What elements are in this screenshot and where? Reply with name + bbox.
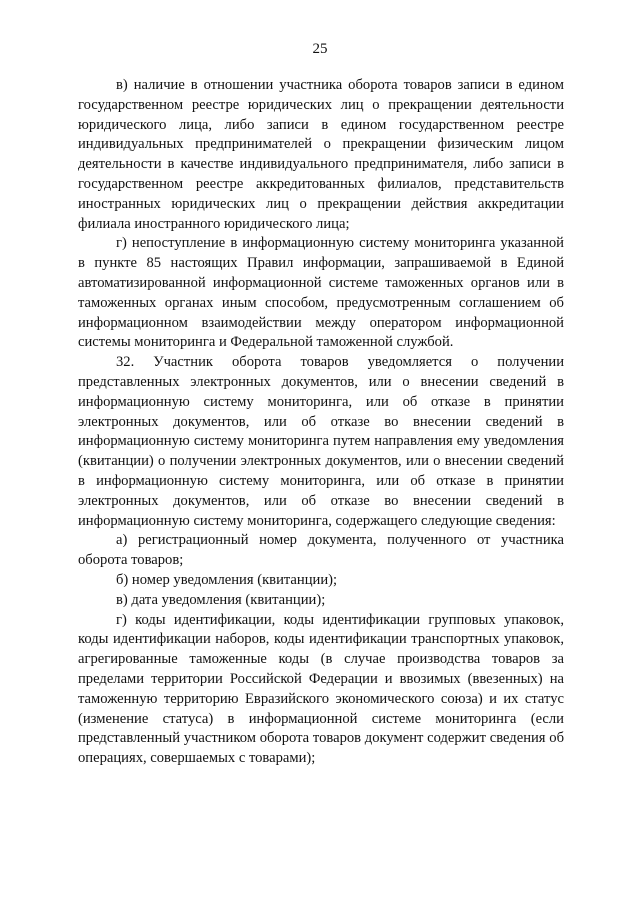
paragraph-32-notification: 32. Участник оборота товаров уведомляется о получении представленных электронных документов, или о внесении сведений в информационную систему мониторинга, или об отказе в принятии электронных документов, или об отказе во внесении сведений в информационную систему мониторинга путем направления ему уведомления (квитанции) о получении электронных документов, или о внесении сведений в информационную систему мониторинга, или об отказе в принятии электронных документов, или об отказе во внесении сведений в информационную систему мониторинга, содержащего следующие сведения: bbox=[78, 354, 564, 529]
paragraph-v-liquidation: в) наличие в отношении участника оборота товаров записи в едином государственном реестре юридических лиц о прекращении деятельности юридического лица, либо записи в едином государственном реестре индивидуальных предпринимателей о прекращении физическим лицом деятельности в качестве индивидуального предпринимателя, либо записи в государственном реестре аккредитованных филиалов, представительств иностранных юридических лиц о прекращении действия аккредитации филиала иностранного юридического лица; bbox=[78, 77, 564, 232]
document-body bbox=[78, 76, 564, 769]
page-number: 25 bbox=[312, 41, 328, 57]
paragraph-v-notification-date: в) дата уведомления (квитанции); bbox=[116, 591, 326, 608]
paragraph-g-customs-info: г) непоступление в информационную систему мониторинга указанной в пункте 85 настоящих Правил информации, запрашиваемой в Единой автоматизированной информационной системе таможенных органов или в таможенных органах иным способом, предусмотренным соглашением об информационном взаимодействии между оператором информационной системы мониторинга и Федеральной таможенной службой. bbox=[78, 235, 564, 351]
paragraph-g-identification-codes: г) коды идентификации, коды идентификации групповых упаковок, коды идентификации наборов, коды идентификации транспортных упаковок, агрегированные таможенные коды (в случае производства товаров за пределами территории Российской Федерации и ввозимых (ввезенных) на таможенную территорию Евразийского экономического союза) и их статус (изменение статуса) в информационной системе мониторинга (если представленный участником оборота товаров документ содержит сведения об операциях, совершаемых с товарами); bbox=[78, 611, 564, 767]
paragraph-b-notification-number: б) номер уведомления (квитанции); bbox=[116, 571, 338, 588]
paragraph-a-registration-number: а) регистрационный номер документа, полученного от участника оборота товаров; bbox=[78, 532, 564, 569]
